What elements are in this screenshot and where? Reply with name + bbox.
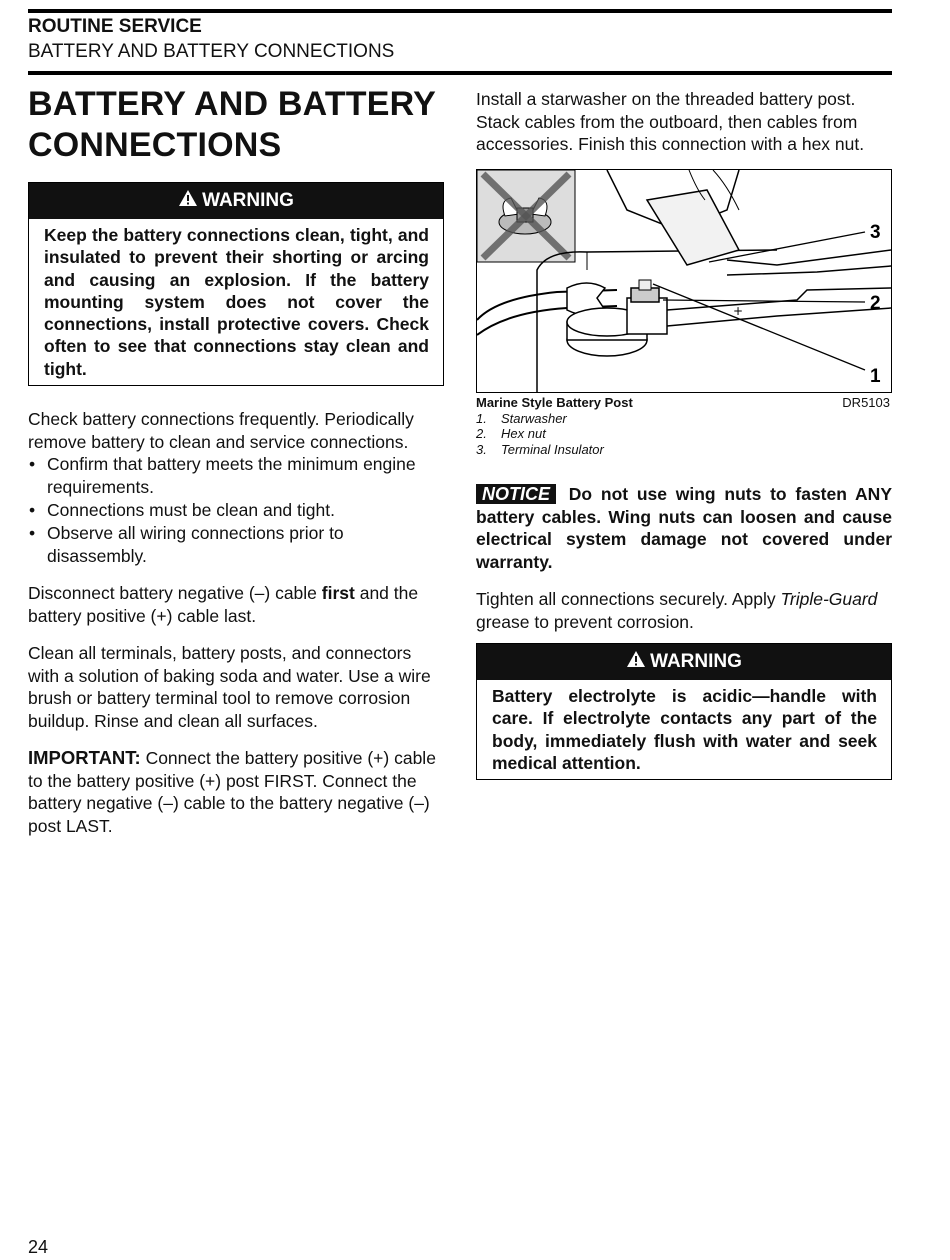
callout-3: 3 — [870, 221, 881, 243]
notice-badge: NOTICE — [476, 484, 556, 504]
tighten-text-end: grease to prevent corrosion. — [476, 611, 694, 632]
clean-paragraph: Clean all terminals, battery posts, and connectors with a solution of baking soda and water. Use a wire brush or battery terminal tool to remove corrosion buildup. Rinse and clean all surfaces. — [28, 643, 431, 731]
warning-header — [477, 644, 891, 680]
page-heading — [28, 84, 444, 166]
list-item: • Observe all wiring connections prior to disassembly. — [28, 522, 444, 568]
list-item: • Connections must be clean and tight. — [28, 499, 444, 522]
important-label: IMPORTANT: — [28, 747, 141, 769]
warning-label: WARNING — [202, 190, 294, 211]
right-column — [476, 88, 892, 780]
callout-2: 2 — [870, 292, 881, 314]
section-title: ROUTINE SERVICE — [28, 16, 202, 37]
page-number: 24 — [28, 1237, 49, 1257]
figure-title: Marine Style Battery Post — [476, 394, 633, 410]
warning-text: Battery electrolyte is acidic—handle with care. If electrolyte contacts any part of the body, immediately flush with water and seek medical attention. — [492, 686, 877, 773]
product-name: Triple-Guard — [780, 589, 878, 609]
legend-item: 1. Starwasher — [476, 410, 567, 426]
legend-item: 2. Hex nut — [476, 426, 546, 441]
header-top-rule — [28, 9, 892, 13]
warning-box-connections — [28, 182, 444, 386]
subsection-title: BATTERY AND BATTERY CONNECTIONS — [28, 41, 395, 62]
notice-paragraph — [476, 483, 892, 573]
disconnect-emphasis: first — [321, 583, 355, 604]
important-text: Connect the battery positive (+) cable to the battery positive (+) post FIRST. Connect the battery negative (–) cable to the battery negative (–) post LAST. — [28, 748, 436, 836]
figure-legend — [476, 411, 892, 458]
warning-text: Keep the battery connections clean, tight, and insulated to prevent their shorting or arcing and causing an explosion. If the battery mounting system does not cover the connections, install protective covers. Check often to see that connections stay clean and tight. — [44, 225, 429, 379]
warning-triangle-icon — [626, 650, 646, 668]
warning-header — [29, 183, 443, 219]
disconnect-paragraph — [28, 582, 444, 627]
requirements-list — [28, 453, 444, 568]
list-item: • Confirm that battery meets the minimum engine requirements. — [28, 453, 444, 499]
disconnect-text-end: and the battery positive (+) cable last. — [28, 583, 419, 626]
header-bottom-rule — [28, 71, 892, 75]
tighten-paragraph — [476, 588, 892, 633]
page-heading-line2: CONNECTIONS — [28, 126, 282, 164]
page-heading-line1: BATTERY AND BATTERY — [28, 85, 437, 123]
tighten-text-start: Tighten all connections securely. Apply — [476, 589, 781, 609]
plus-sign: + — [733, 303, 744, 318]
battery-post-figure — [476, 169, 892, 393]
disconnect-text-start: Disconnect battery negative (–) cable — [28, 583, 322, 604]
figure-code: DR5103 — [842, 394, 890, 410]
intro-paragraph: Check battery connections frequently. Periodically remove battery to clean and service connections. — [28, 409, 414, 452]
warning-label: WARNING — [650, 651, 742, 672]
install-paragraph: Install a starwasher on the threaded battery post. Stack cables from the outboard, then cables from accessories. Finish this connection with a hex nut. — [476, 89, 865, 154]
battery-post-illustration — [477, 170, 891, 392]
warning-triangle-icon — [178, 189, 198, 207]
legend-item: 3. Terminal Insulator — [476, 441, 604, 457]
callout-1: 1 — [870, 365, 881, 387]
left-column — [28, 84, 444, 837]
figure-caption — [476, 395, 892, 411]
warning-box-electrolyte — [476, 643, 892, 780]
notice-text: Do not use wing nuts to fasten ANY battery cables. Wing nuts can loosen and cause electrical system damage not covered under warranty. — [476, 484, 892, 572]
important-paragraph — [28, 747, 444, 837]
